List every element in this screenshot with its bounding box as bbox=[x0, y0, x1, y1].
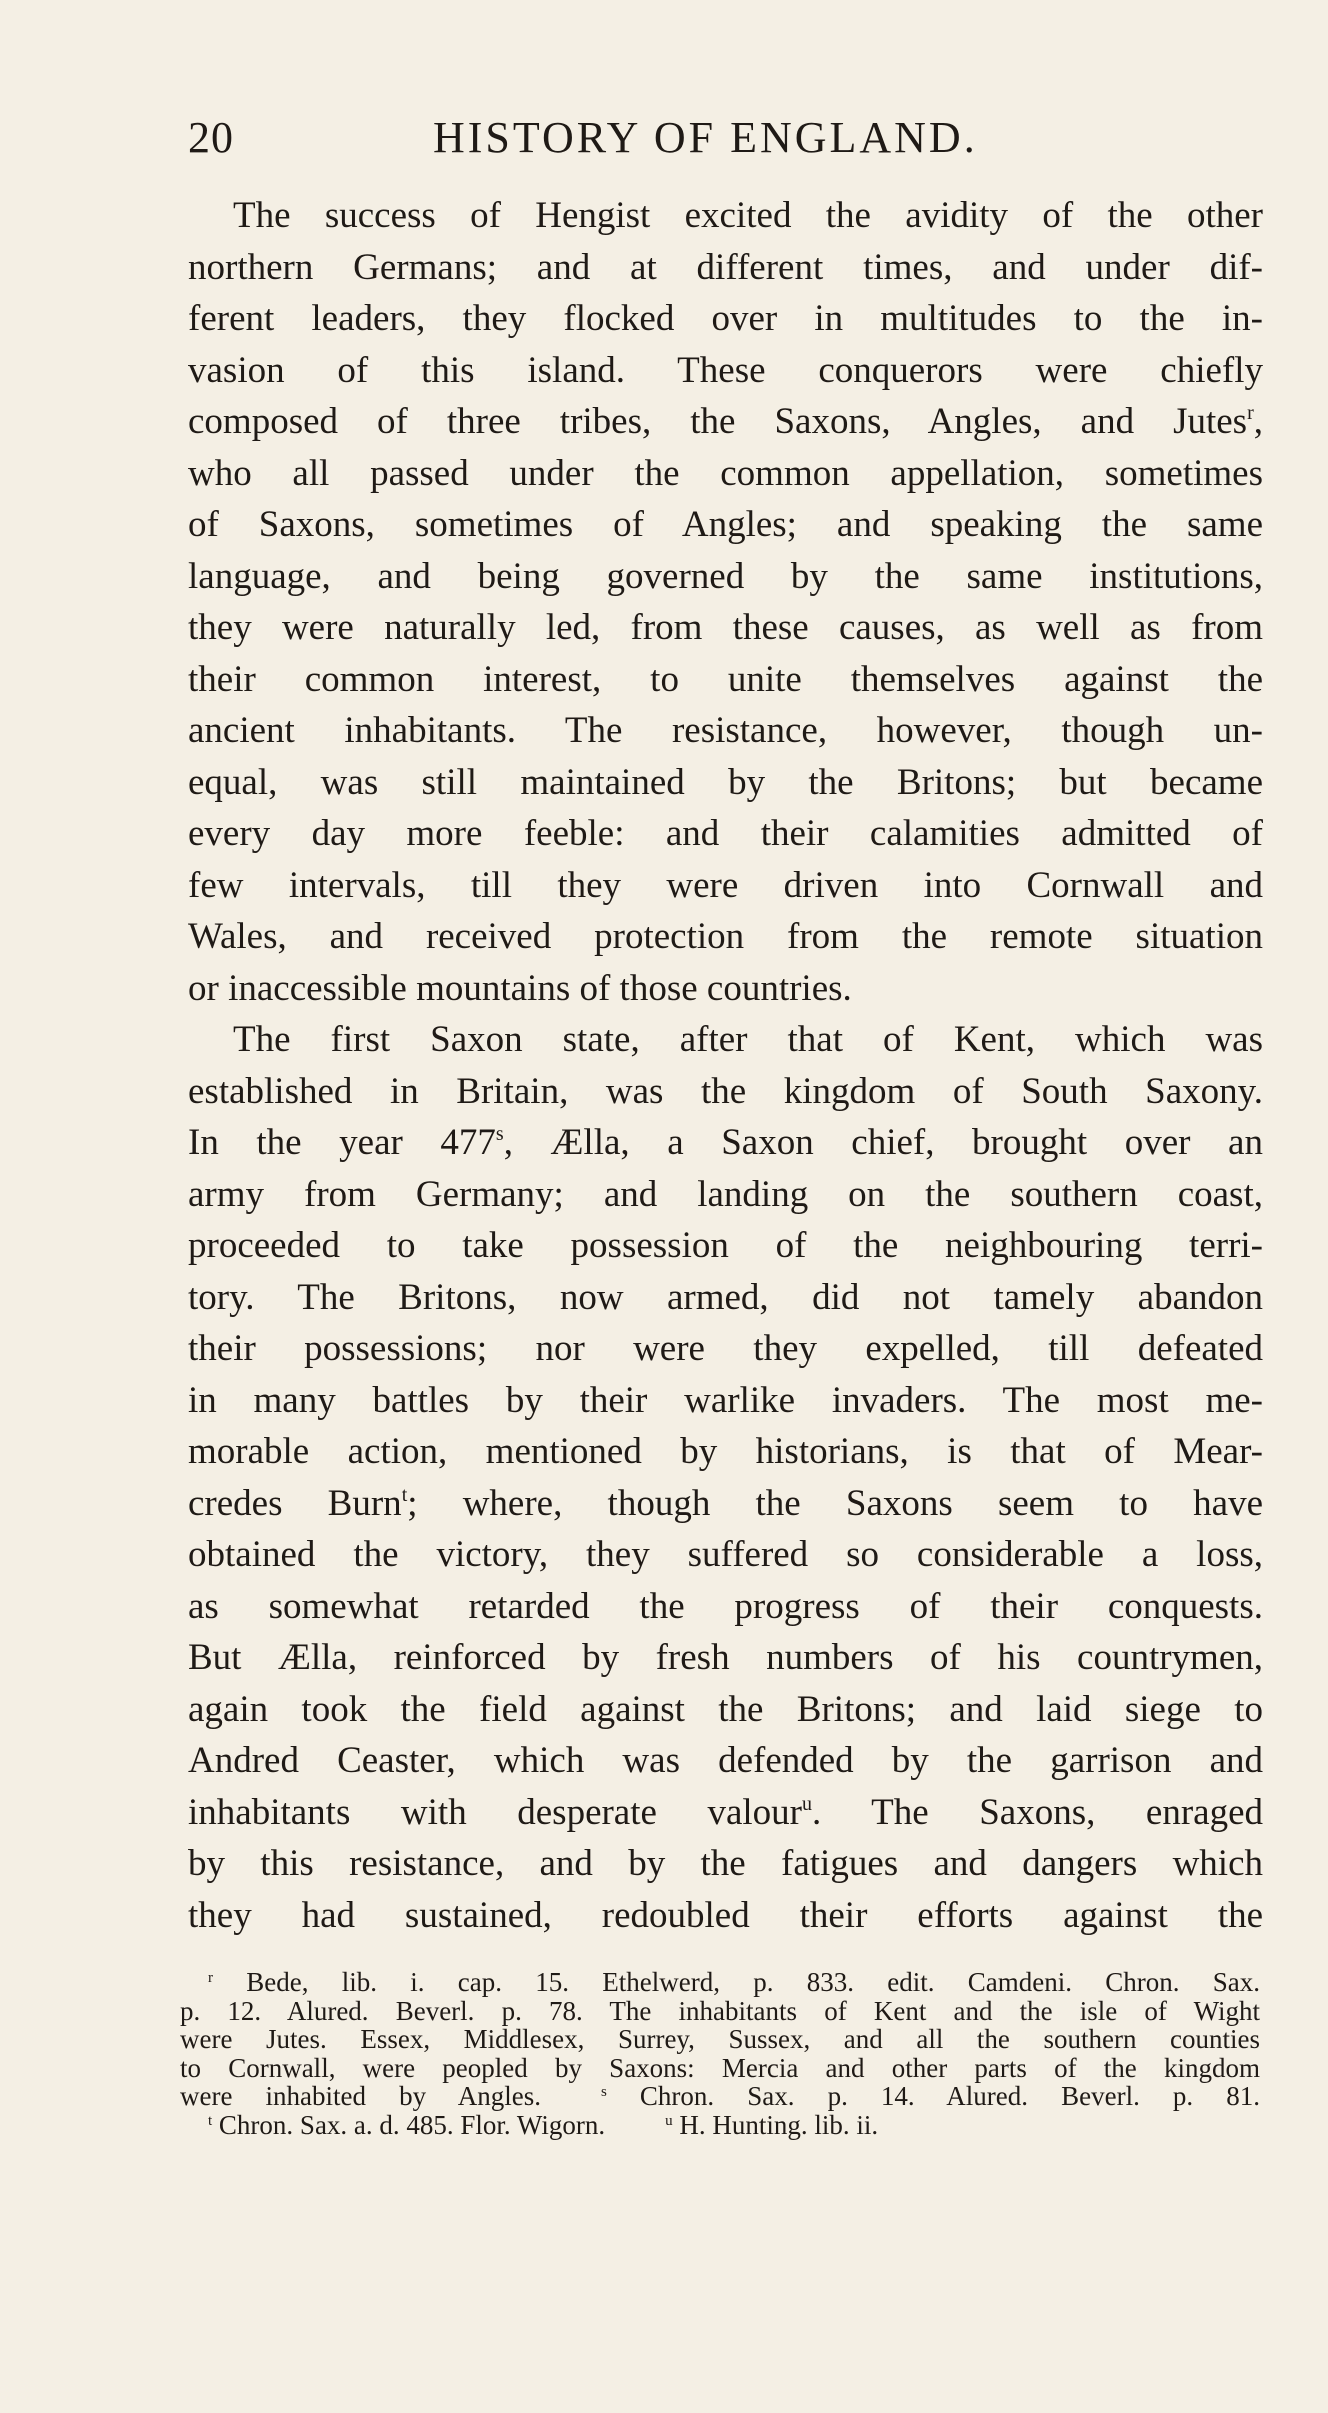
text-line: The success of Hengist excited the avidity of the other bbox=[233, 195, 1263, 236]
text-line: their possessions; nor were they expelled, till defeated bbox=[188, 1328, 1263, 1369]
footnote-line: were Jutes. Essex, Middlesex, Surrey, Sussex, and all the southern counties bbox=[180, 2024, 1260, 2054]
text-line: tory. The Britons, now armed, did not tamely abandon bbox=[188, 1276, 1263, 1318]
footnote-text: Chron. Sax. a. d. 485. Flor. Wigorn. bbox=[218, 2109, 606, 2140]
text-line: their common interest, to unite themselves against the bbox=[188, 658, 1263, 700]
text-line: ancient inhabitants. The resistance, however, though un- bbox=[188, 710, 1263, 751]
footnotes bbox=[180, 1968, 1260, 2139]
footnote-marker-r: r bbox=[208, 1970, 213, 1986]
text-segment: . The Saxons, enraged bbox=[812, 1791, 1264, 1833]
text-line: But Ælla, reinforced by fresh numbers of his countrymen, bbox=[188, 1637, 1263, 1678]
text-line: ferent leaders, they flocked over in multitudes to the in- bbox=[188, 298, 1263, 339]
text-segment: In the year 477 bbox=[188, 1122, 496, 1163]
paragraph-2 bbox=[188, 1014, 1263, 1941]
page-number: 20 bbox=[188, 113, 234, 162]
text-segment: credes Burn bbox=[188, 1482, 402, 1524]
text-line: army from Germany; and landing on the southern coast, bbox=[188, 1173, 1263, 1215]
text-segment: , Ælla, a Saxon chief, brought over an bbox=[503, 1122, 1263, 1163]
text-line bbox=[188, 1478, 1263, 1530]
running-head bbox=[188, 112, 1273, 172]
footnote-text: Bede, lib. i. cap. 15. Ethelwerd, p. 833. edit. Camdeni. Chron. Sax. bbox=[246, 1967, 1260, 1997]
footnote-marker-t: t bbox=[401, 1483, 408, 1506]
text-line: few intervals, till they were driven into Cornwall and bbox=[188, 864, 1263, 906]
text-segment: composed of three tribes, the Saxons, Angles, and Jutes bbox=[188, 401, 1248, 442]
text-line: by this resistance, and by the fatigues and dangers which bbox=[188, 1843, 1263, 1884]
text-line: or inaccessible mountains of those countries. bbox=[188, 967, 852, 1009]
text-line: proceeded to take possession of the neighbouring terri- bbox=[188, 1225, 1263, 1266]
paragraph-1 bbox=[188, 190, 1263, 1014]
footnote-text: were inhabited by Angles. bbox=[180, 2081, 541, 2111]
text-line: The first Saxon state, after that of Kent, which was bbox=[233, 1019, 1263, 1060]
footnote-marker-s: s bbox=[495, 1123, 504, 1145]
text-line: as somewhat retarded the progress of their conquests. bbox=[188, 1585, 1263, 1627]
text-line: in many battles by their warlike invaders. The most me- bbox=[188, 1379, 1263, 1421]
text-segment: ; where, though the Saxons seem to have bbox=[407, 1482, 1263, 1524]
text-segment: inhabitants with desperate valour bbox=[188, 1791, 803, 1833]
text-line bbox=[188, 396, 1263, 448]
footnote-marker-s: s bbox=[600, 2084, 607, 2100]
text-line: equal, was still maintained by the Britons; but became bbox=[188, 761, 1263, 803]
footnote-line bbox=[180, 2082, 1260, 2111]
text-line: every day more feeble: and their calamities admitted of bbox=[188, 813, 1263, 854]
text-segment: , bbox=[1253, 401, 1263, 442]
text-line: obtained the victory, they suffered so considerable a loss, bbox=[188, 1534, 1263, 1575]
text-line: language, and being governed by the same institutions, bbox=[188, 555, 1263, 597]
running-title: HISTORY OF ENGLAND. bbox=[433, 113, 978, 162]
footnote-line: to Cornwall, were peopled by Saxons: Mercia and other parts of the kingdom bbox=[180, 2052, 1260, 2083]
text-line: northern Germans; and at different times, and under dif- bbox=[188, 246, 1263, 288]
text-line: again took the field against the Britons; and laid siege to bbox=[188, 1688, 1263, 1730]
footnote-marker-u: u bbox=[665, 2112, 673, 2129]
footnote-line: p. 12. Alured. Beverl. p. 78. The inhabitants of Kent and the isle of Wight bbox=[180, 1995, 1260, 2026]
footnote-line bbox=[180, 1968, 1260, 1997]
text-line: Andred Ceaster, which was defended by the garrison and bbox=[188, 1740, 1263, 1781]
footnote-marker-t: t bbox=[208, 2112, 213, 2129]
text-line: Wales, and received protection from the remote situation bbox=[188, 916, 1263, 957]
footnote-marker-u: u bbox=[802, 1792, 813, 1815]
footnote-text: Chron. Sax. p. 14. Alured. Beverl. p. 81. bbox=[639, 2081, 1260, 2111]
footnote-marker-r: r bbox=[1247, 402, 1254, 424]
text-line: established in Britain, was the kingdom of South Saxony. bbox=[188, 1070, 1263, 1112]
text-line: who all passed under the common appellation, sometimes bbox=[188, 452, 1263, 494]
text-line: they had sustained, redoubled their efforts against the bbox=[188, 1894, 1263, 1936]
text-line bbox=[188, 1117, 1263, 1169]
text-line bbox=[188, 1787, 1263, 1839]
text-line: of Saxons, sometimes of Angles; and speaking the same bbox=[188, 504, 1263, 545]
footnote-text: H. Hunting. lib. ii. bbox=[679, 2109, 879, 2140]
footnote-line bbox=[180, 2111, 1260, 2140]
text-line: they were naturally led, from these causes, as well as from bbox=[188, 607, 1263, 648]
body-text bbox=[188, 190, 1263, 1941]
text-line: morable action, mentioned by historians, is that of Mear- bbox=[188, 1431, 1263, 1472]
text-line: vasion of this island. These conquerors were chiefly bbox=[188, 349, 1263, 391]
